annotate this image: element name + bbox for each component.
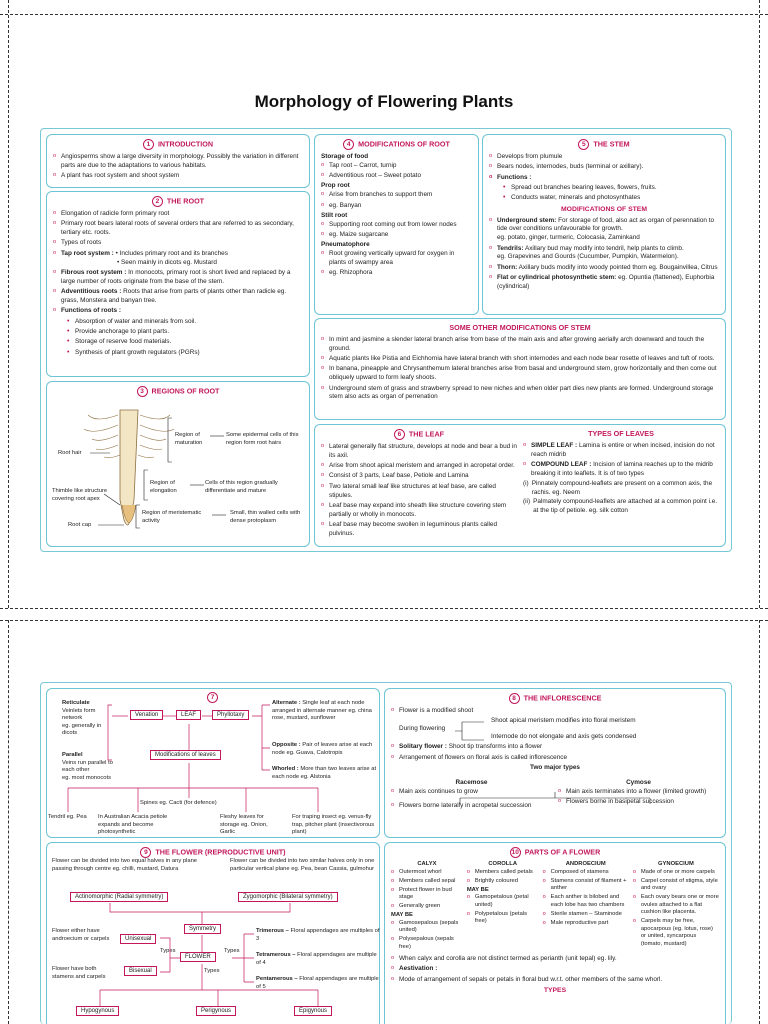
zygomorphic-desc: Flower can be divided into two similar halves only in one particular vertical plane eg. Pea, bean Cassia, gulmohur <box>230 858 375 872</box>
palmate-num: (ii) <box>523 497 531 505</box>
racemose-label: Racemose <box>455 778 488 786</box>
section-number: 9 <box>140 847 151 858</box>
trap-text: For traping insect eg. venus-fly trap, pitcher plant (insectivorous plant) <box>292 814 375 836</box>
fleshy-leaves-text: Fleshy leaves for storage eg. Onion, Garlic <box>220 814 268 836</box>
heading-text: THE ROOT <box>166 196 205 206</box>
whorled-label: Whorled : <box>272 766 299 772</box>
stem-mod-label: Flat or cylindrical photosynthetic stem: <box>497 273 617 281</box>
heading-text: REGIONS OF ROOT <box>151 386 220 396</box>
section-number-7: 7 <box>207 692 218 703</box>
intro-item: o A plant has root system and shoot system <box>53 172 303 181</box>
cymose-label: Cymose <box>626 778 651 786</box>
calyx-item: o Gamosepalous (sepals united) <box>391 920 463 935</box>
other-mod-item: o Aquatic plants like Pistia and Eichhornia have lateral branch with short internodes and each node bear rosette of leaves and tuft of roots. <box>321 355 719 364</box>
corolla-may-be: MAY BE <box>466 886 489 893</box>
section-number: 2 <box>152 196 163 207</box>
gyno-item: o Each ovary bears one or more ovules attached to a flat cushion like placenta. <box>633 894 719 917</box>
leaf-item: o Consist of 3 parts, Leaf base, Petiole and Lamina <box>321 472 517 481</box>
reticulate-label: Reticulate <box>62 700 90 706</box>
symmetry-box: Symmetry <box>184 924 221 934</box>
phyllotaxy-box: Phyllotaxy <box>212 710 249 720</box>
section-number: 10 <box>511 849 519 856</box>
stem-mod-label: Tendrils: <box>497 244 524 252</box>
trimerous-label: Trimerous – <box>256 928 289 934</box>
andro-item: o Male reproductive part <box>543 920 629 928</box>
during-flowering-step: Internode do not elongate and axis gets condensed <box>491 733 637 741</box>
cymose-item: o Flowers borne in basipetal succession <box>558 798 719 807</box>
two-major-types-label: Two major types <box>530 763 580 771</box>
tap-root-item: o Tap root system : • Includes primary root and its branches • Seen mainly in dicots eg. Mustard <box>53 250 303 268</box>
andro-item: o Sterile stamen – Staminode <box>543 911 629 919</box>
modroot-item: o eg. Maize sugarcane <box>321 231 472 240</box>
section-number: 3 <box>137 386 148 397</box>
tetramerous-desc: Floral appendages are multiple of 4 <box>256 952 377 966</box>
other-modifications-heading: SOME OTHER MODIFICATIONS OF STEM <box>449 323 591 332</box>
parallel-label: Parallel <box>62 752 83 758</box>
types-bottom: Types <box>204 968 220 974</box>
heading-text: INTRODUCTION <box>157 139 214 149</box>
calyx-item: o Outermost whorl <box>391 869 463 877</box>
root-item: o Types of roots <box>53 239 303 248</box>
stilt-root-label: Stilt root <box>321 211 348 219</box>
heading-text: THE LEAF <box>408 429 445 439</box>
modroot-item: o Arise from branches to support them <box>321 191 472 200</box>
leaf-item: o Leaf base may expand into sheath like structure covering stem partially or wholly in monocots. <box>321 502 517 520</box>
gyno-item: o Made of one or more carpels <box>633 869 719 877</box>
actinomorphic-box: Actinomorphic (Radial symmetry) <box>70 892 168 902</box>
prop-root-label: Prop root <box>321 182 350 190</box>
solitary-label: Solitary flower : <box>399 743 447 751</box>
stem-mod-desc: Axillary buds modify into woody pointed thorn eg. Bougainvillea, Citrus <box>518 263 718 271</box>
elongation-label: Region of elongation <box>150 480 177 494</box>
adventitious-label: Adventitious roots : <box>61 288 122 296</box>
stem-mod-example: eg. Grapevines and Gourds (Cucumber, Pumpkin, Watermelon). <box>497 253 679 261</box>
calyx-item: o Protect flower in bud stage <box>391 887 463 902</box>
types-of-leaves-heading: TYPES OF LEAVES <box>588 429 654 438</box>
modroot-item: o Adventitious root – Sweet potato <box>321 172 472 181</box>
modroot-item: o Tap root – Carrot, turnip <box>321 162 472 171</box>
tap-root-example: Seen mainly in dicots eg. Mustard <box>121 258 217 266</box>
section-number: 1 <box>143 139 154 150</box>
corolla-item: o Brightly coloured <box>467 878 539 886</box>
leaf-item: o Two lateral small leaf like structures at leaf base, are called stipules. <box>321 483 517 501</box>
andro-item: o Each anther is bilobed and each lobe has two chambers <box>543 894 629 909</box>
leaf-item: o Lateral generally flat structure, develops at node and bear a bud in its axil. <box>321 443 517 461</box>
leaf-item: o Arise from shoot apical meristem and arranged in acropetal order. <box>321 462 517 471</box>
parallel-example: eg. most monocots <box>62 774 111 781</box>
meristematic-label: Region of meristematic activity <box>142 510 202 524</box>
unisexual-box: Unisexual <box>120 934 156 944</box>
bisexual-box: Bisexual <box>124 966 157 976</box>
corolla-item: o Members called petals <box>467 869 539 877</box>
tetramerous-label: Tetramerous – <box>256 952 296 958</box>
alternate-label: Alternate : <box>272 700 301 706</box>
heading-text: THE INFLORESCENCE <box>523 693 602 703</box>
during-flowering-label: During flowering <box>399 725 446 733</box>
maturation-desc: Some epidermal cells of this region form root hairs <box>226 432 299 446</box>
infl-item: o Arrangement of flowers on floral axis is called inflorescence <box>391 754 719 763</box>
cymose-item: o Main axis terminates into a flower (limited growth) <box>558 788 719 797</box>
parts-columns <box>391 861 719 953</box>
pinnate-num: (i) <box>523 480 529 488</box>
corolla-item: o Gamopetalous (petal united) <box>467 894 539 909</box>
section-number: 6 <box>394 429 405 440</box>
actinomorphic-desc: Flower can be divided into two equal halves in any plane passing through centre eg. chilli, mustard, Datura <box>52 858 198 872</box>
solitary-desc: Shoot tip transforms into a flower <box>448 743 543 751</box>
modifications-of-leaves-box: Modifications of leaves <box>150 750 221 760</box>
calyx-item: o Members called sepal <box>391 878 463 886</box>
heading-text: MODIFICATIONS OF ROOT <box>358 139 450 149</box>
leaf-box-label: LEAF <box>176 710 201 720</box>
pinnate-desc: Pinnately compound-leaflets are present on a common axis, the rachis. eg. Neem <box>531 480 713 497</box>
modroot-item: o eg. Banyan <box>321 202 472 211</box>
opposite-desc: Pair of leaves arise at each node eg. Guava, Calotropis <box>272 742 373 756</box>
simple-leaf-label: SIMPLE LEAF : <box>531 441 578 449</box>
calyx-col <box>391 861 463 953</box>
aestivation-label: Aestivation : <box>399 965 438 973</box>
functions-label: Functions of roots : <box>61 307 121 315</box>
andro-item: o Stamens consist of filament + anther <box>543 878 629 893</box>
during-flowering-step: Shoot apical meristem modifies into floral meristem <box>491 717 636 725</box>
trimerous-desc: Floral appendages are multiples of 3 <box>256 928 380 942</box>
corolla-item: o Polypetalous (petals free) <box>467 911 539 926</box>
modroot-item: o Root growing vertically upward for oxygen in plants of swampy area <box>321 250 472 268</box>
compound-leaf-desc: Incision of lamina reaches up to the midrib breaking it into leaflets. It is of two types <box>531 461 713 477</box>
parts-of-flower-box <box>384 842 726 1024</box>
gynoecium-label: GYNOECIUM <box>658 861 694 867</box>
fibrous-label: Fibrous root system : <box>61 268 127 276</box>
unisexual-desc: Flower either have androecium or carpels <box>52 928 110 942</box>
types-right: Types <box>224 948 240 954</box>
function-item: • Provide anchorage to plant parts. <box>67 328 303 337</box>
gyno-item: o Carpels may be free, apocarpous (eg. lotus, rose) or united, syncarpous (tomato, mustard) <box>633 918 719 948</box>
andro-item: o Composed of stamens <box>543 869 629 877</box>
modroot-item: o Supporting root coming out from lower nodes <box>321 221 472 230</box>
stem-item: o Develops from plumule <box>489 153 719 162</box>
gynoecium-col <box>633 861 719 953</box>
aestivation-desc: o Mode of arrangement of sepals or petals in floral bud w.r.t. other members of the same whorl. <box>391 976 719 985</box>
perigynous-box: Perigynous <box>196 1006 236 1016</box>
aestivation-types-label: TYPES <box>543 987 567 995</box>
elongation-desc: Cells of this region gradually differentiate and mature <box>205 480 278 494</box>
hypogynous-box: Hypogynous <box>76 1006 119 1016</box>
acacia-text: In Australian Acacia petiole expands and become photosynthetic <box>98 814 168 836</box>
stem-mod-example: eg. potato, ginger, turmeric, Colocasia, Zaminkand <box>497 234 640 242</box>
section-number: 8 <box>509 693 520 704</box>
function-item: • Synthesis of plant growth regulators (PGRs) <box>67 349 303 358</box>
other-mod-item: o Underground stem of grass and strawberry spread to new niches and when older part dies new plants are formed. Underground storage stem also acts as organ of perrenation <box>321 385 719 403</box>
root-item: o Elongation of radicle form primary root <box>53 210 303 219</box>
androecium-label: ANDROECIUM <box>565 861 606 867</box>
heading-text: PARTS OF A FLOWER <box>524 847 601 857</box>
modroot-item: o eg. Rhizophora <box>321 269 472 278</box>
page-title: Morphology of Flowering Plants <box>254 92 514 111</box>
heading-text: THE STEM <box>593 139 630 149</box>
stem-mod-desc: For storage of food, also act as organ of perennation to tide over conditions unfavourable for growth. <box>497 216 715 233</box>
function-item: • Absorption of water and minerals from soil. <box>67 318 303 327</box>
other-mod-item: o In banana, pineapple and Chrysanthemum lateral branches arise from basal and underground stem, grow horizontally and then come out obliquely upward to form leafy shoots. <box>321 365 719 383</box>
calyx-may-be: MAY BE <box>391 912 413 919</box>
aestivation-item <box>391 965 719 974</box>
other-mod-item: o In mint and jasmine a slender lateral branch arise from base of the main axis and after growing aerially arch downward and touch the ground. <box>321 336 719 354</box>
intro-item: o Angiosperms show a large diversity in morphology. Possibly the variation in different parts are due to the adaptations to various habitats. <box>53 153 303 171</box>
venation-box: Venation <box>130 710 163 720</box>
racemose-item: o Flowers borne laterally in acropetal succession <box>391 802 552 811</box>
zygomorphic-box: Zygomorphic (Bilateral symmetry) <box>238 892 338 902</box>
heading-text: THE FLOWER (REPRODUCTIVE UNIT) <box>155 847 286 857</box>
tap-root-label: Tap root system : <box>61 249 114 257</box>
section-number: 4 <box>343 139 354 150</box>
stem-mod-label: Underground stem: <box>497 216 557 224</box>
reticulate-desc: Veinlets form network <box>62 707 96 722</box>
perianth-item: o When calyx and corolla are not distinct termed as perianth (unit tepal) eg. lily. <box>391 955 719 964</box>
function-item: • Storage of reserve food materials. <box>67 338 303 347</box>
corolla-col <box>467 861 539 953</box>
section-number: 5 <box>578 139 589 150</box>
root-cap-label: Root cap <box>68 522 92 528</box>
fibrous-desc: In monocots, primary root is short lived and replaced by a large number of roots originate from the base of the stem. <box>61 268 291 285</box>
root-hair-label: Root hair <box>58 450 82 456</box>
stem-item: o Bears nodes, internodes, buds (terminal or axillary). <box>489 163 719 172</box>
pneumatophore-label: Pneumatophore <box>321 241 370 249</box>
pentamerous-label: Pentamerous – <box>256 976 298 982</box>
whorled-desc: More than two leaves arise at each node eg. Alstonia <box>272 766 377 780</box>
opposite-label: Opposite : <box>272 742 301 748</box>
stem-mod-label: Thorn: <box>497 263 518 271</box>
modifications-of-stem-heading: MODIFICATIONS OF STEM <box>561 206 647 214</box>
tap-root-desc: Includes primary root and its branches <box>119 249 228 257</box>
alternate-desc: Single leaf at each node arranged in alternate manner eg. china rose, mustard, sunflower <box>272 700 372 722</box>
root-item: o Primary root bears lateral roots of several orders that are referred to as secondary, tertiary etc. roots. <box>53 220 303 238</box>
simple-leaf-desc: Lamina is entire or when incised, incision do not reach midrib <box>531 441 715 458</box>
stem-mod-desc: eg. Opuntia (flattened), Euphorbia (cylindrical) <box>497 273 715 290</box>
storage-food-label: Storage of food <box>321 153 369 160</box>
calyx-label: CALYX <box>417 861 437 867</box>
gyno-item: o Carpel consist of stigma, style and ovary <box>633 878 719 893</box>
corolla-label: COROLLA <box>488 861 518 867</box>
androecium-col <box>543 861 629 953</box>
meristematic-desc: Small, thin walled cells with dense protoplasm <box>230 510 301 524</box>
spines-text: Spines eg. Cacti (for defence) <box>140 800 217 806</box>
calyx-item: o Polysepalous (sepals free) <box>391 936 463 951</box>
calyx-item: o Generally green <box>391 903 463 911</box>
reticulate-example: eg. generally in dicots <box>62 722 102 737</box>
maturation-label: Region of maturation <box>175 432 203 446</box>
parts-heading <box>391 847 719 858</box>
adventitious-desc: Roots that arise from parts of plants other than radicle eg. grass, Monstera and banyan tree. <box>61 288 287 304</box>
stem-function-item: • Conducts water, minerals and photosynthates <box>503 194 719 203</box>
leaf-item: o Leaf base may become swollen in leguminous plants called pulvinus. <box>321 521 517 539</box>
thimble-label: Thimble like structure covering root apex <box>52 488 108 502</box>
tendril-text: Tendril eg. Pea <box>48 814 87 820</box>
stem-mod-desc: Axillary bud may modify into tendril, help plants to climb. <box>524 244 684 252</box>
flower-center-box: FLOWER <box>180 952 216 962</box>
types-left: Types <box>160 948 176 954</box>
stem-function-item: • Spread out branches bearing leaves, flowers, fruits. <box>503 184 719 193</box>
racemose-item: o Main axis continues to grow <box>391 788 552 797</box>
epigynous-box: Epigynous <box>294 1006 332 1016</box>
infl-item: o Flower is a modified shoot <box>391 707 719 716</box>
parallel-desc: Veins run parallel to each other <box>62 759 113 774</box>
stem-functions-label: o Functions : <box>489 174 719 183</box>
palmate-desc: Palmately compound-leaflets are attached at a common point i.e. at the tip of petiole. eg. silk cotton <box>533 497 718 514</box>
pentamerous-desc: Floral appendages are multiple of 5 <box>256 976 379 990</box>
compound-leaf-label: COMPOUND LEAF : <box>531 461 592 469</box>
bisexual-desc: Flower have both stamens and carpels <box>52 966 106 980</box>
